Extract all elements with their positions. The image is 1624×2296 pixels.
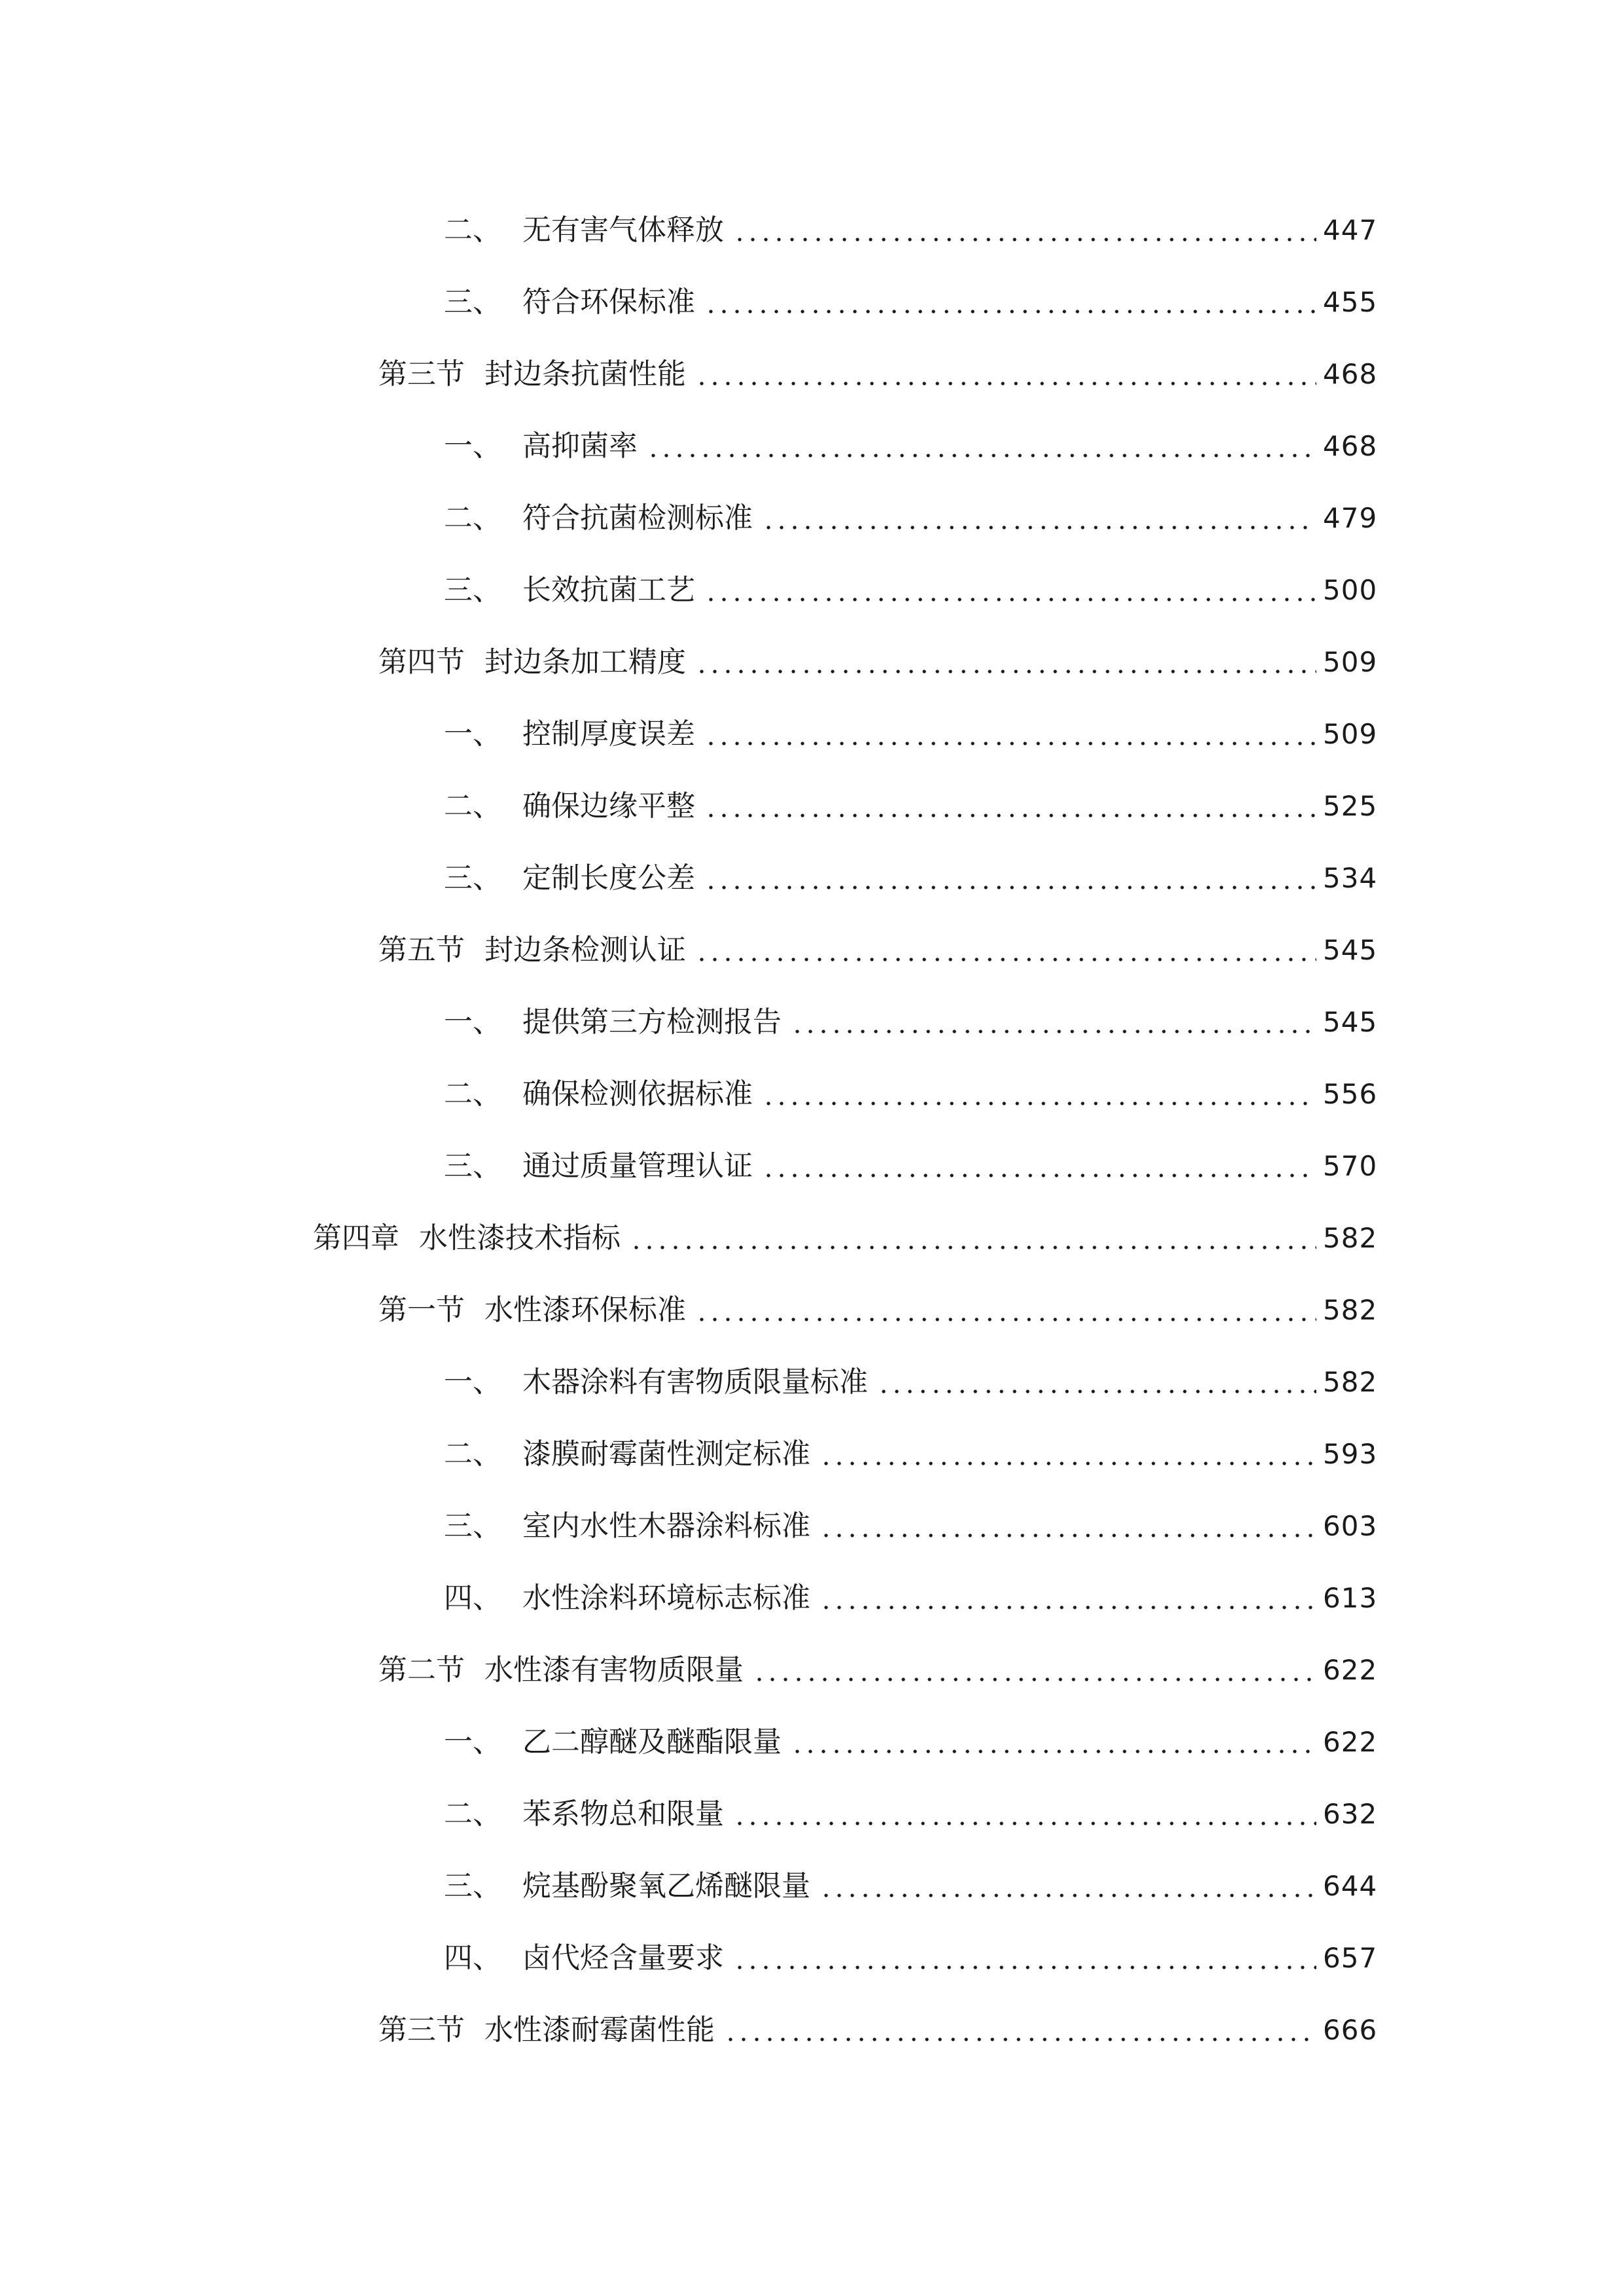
toc-entry-title: 高抑菌率 <box>522 429 638 463</box>
toc-section-entry[interactable] <box>0 1634 1624 1706</box>
toc-entry-page-number: 509 <box>1323 718 1378 750</box>
toc-dot-leader <box>691 914 1323 986</box>
toc-entry-title: 提供第三方检测报告 <box>522 1005 782 1039</box>
toc-dot-leader <box>873 1346 1323 1418</box>
toc-entry-number: 二、 <box>444 213 501 247</box>
toc-subsection-entry[interactable] <box>0 1346 1624 1418</box>
toc-entry-title: 烷基酚聚氧乙烯醚限量 <box>522 1869 810 1903</box>
toc-entry-title: 符合抗菌检测标准 <box>522 501 753 535</box>
toc-dot-leader <box>787 1706 1323 1778</box>
toc-dot-leader <box>816 1490 1323 1562</box>
toc-entry-number: 三、 <box>444 861 501 895</box>
toc-subsection-entry[interactable] <box>0 698 1624 770</box>
toc-dot-leader <box>749 1634 1323 1706</box>
toc-entry-title: 乙二醇醚及醚酯限量 <box>522 1725 782 1759</box>
toc-entry-page-number: 570 <box>1323 1150 1378 1182</box>
toc-subsection-entry[interactable] <box>0 410 1624 482</box>
toc-entry-page-number: 468 <box>1323 358 1378 390</box>
toc-dot-leader <box>691 626 1323 698</box>
toc-entry-title: 封边条检测认证 <box>484 933 686 967</box>
toc-entry-title: 确保检测依据标准 <box>522 1077 753 1111</box>
toc-dot-leader <box>816 1850 1323 1922</box>
toc-entry-number: 二、 <box>444 501 501 535</box>
toc-dot-leader <box>643 410 1323 482</box>
toc-entry-number: 一、 <box>444 429 501 463</box>
toc-section-entry[interactable] <box>0 1274 1624 1346</box>
toc-entry-page-number: 455 <box>1323 286 1378 318</box>
toc-entry-number: 第四章 <box>313 1221 399 1255</box>
toc-entry-title: 长效抗菌工艺 <box>522 573 695 607</box>
toc-entry-number: 二、 <box>444 1437 501 1471</box>
toc-entry-title: 水性漆环保标准 <box>484 1293 686 1327</box>
toc-entry-number: 第五节 <box>378 933 465 967</box>
toc-entry-title: 定制长度公差 <box>522 861 695 895</box>
toc-entry-page-number: 613 <box>1323 1582 1378 1614</box>
toc-entry-number: 第三节 <box>378 2013 465 2047</box>
toc-entry-page-number: 545 <box>1323 934 1378 966</box>
toc-subsection-entry[interactable] <box>0 482 1624 554</box>
toc-entry-number: 第一节 <box>378 1293 465 1327</box>
toc-entry-page-number: 657 <box>1323 1942 1378 1974</box>
toc-entry-page-number: 545 <box>1323 1006 1378 1038</box>
toc-entry-page-number: 666 <box>1323 2014 1378 2046</box>
toc-section-entry[interactable] <box>0 914 1624 986</box>
toc-entry-number: 二、 <box>444 789 501 823</box>
toc-dot-leader <box>700 770 1323 842</box>
toc-dot-leader <box>626 1202 1323 1274</box>
toc-subsection-entry[interactable] <box>0 770 1624 842</box>
toc-entry-page-number: 556 <box>1323 1078 1378 1110</box>
toc-dot-leader <box>720 1994 1323 2066</box>
toc-dot-leader <box>758 1130 1323 1202</box>
toc-subsection-entry[interactable] <box>0 1850 1624 1922</box>
toc-entry-title: 苯系物总和限量 <box>522 1797 724 1831</box>
toc-entry-number: 二、 <box>444 1077 501 1111</box>
toc-entry-number: 第二节 <box>378 1653 465 1687</box>
toc-entry-page-number: 644 <box>1323 1870 1378 1902</box>
toc-entry-number: 第四节 <box>378 645 465 679</box>
toc-entry-page-number: 582 <box>1323 1366 1378 1398</box>
toc-entry-title: 水性漆技术指标 <box>419 1221 621 1255</box>
toc-entry-number: 一、 <box>444 1725 501 1759</box>
toc-dot-leader <box>700 698 1323 770</box>
toc-entry-number: 第三节 <box>378 357 465 391</box>
toc-subsection-entry[interactable] <box>0 266 1624 338</box>
toc-subsection-entry[interactable] <box>0 554 1624 626</box>
toc-entry-title: 卤代烃含量要求 <box>522 1941 724 1975</box>
toc-subsection-entry[interactable] <box>0 1130 1624 1202</box>
toc-dot-leader <box>816 1418 1323 1490</box>
toc-entry-title: 控制厚度误差 <box>522 717 695 751</box>
toc-entry-title: 确保边缘平整 <box>522 789 695 823</box>
toc-entry-page-number: 632 <box>1323 1798 1378 1830</box>
toc-entry-title: 封边条加工精度 <box>484 645 686 679</box>
toc-dot-leader <box>729 194 1323 266</box>
toc-subsection-entry[interactable] <box>0 1706 1624 1778</box>
toc-entry-title: 漆膜耐霉菌性测定标准 <box>522 1437 810 1471</box>
toc-dot-leader <box>729 1922 1323 1994</box>
toc-entry-number: 一、 <box>444 1005 501 1039</box>
toc-entry-page-number: 534 <box>1323 862 1378 894</box>
toc-dot-leader <box>816 1562 1323 1634</box>
toc-entry-number: 一、 <box>444 717 501 751</box>
toc-entry-title: 水性涂料环境标志标准 <box>522 1581 810 1615</box>
toc-entry-title: 室内水性木器涂料标准 <box>522 1509 810 1543</box>
toc-entry-page-number: 593 <box>1323 1438 1378 1470</box>
toc-entry-number: 三、 <box>444 1869 501 1903</box>
toc-subsection-entry[interactable] <box>0 1058 1624 1130</box>
toc-dot-leader <box>700 554 1323 626</box>
toc-entry-number: 三、 <box>444 1149 501 1183</box>
toc-section-entry[interactable] <box>0 1994 1624 2066</box>
toc-entry-page-number: 500 <box>1323 574 1378 606</box>
toc-subsection-entry[interactable] <box>0 1922 1624 1994</box>
toc-entry-number: 四、 <box>444 1581 501 1615</box>
toc-dot-leader <box>700 266 1323 338</box>
toc-subsection-entry[interactable] <box>0 986 1624 1058</box>
toc-entry-page-number: 622 <box>1323 1726 1378 1758</box>
toc-dot-leader <box>691 338 1323 410</box>
toc-subsection-entry[interactable] <box>0 1490 1624 1562</box>
toc-entry-title: 符合环保标准 <box>522 285 695 319</box>
toc-subsection-entry[interactable] <box>0 1418 1624 1490</box>
toc-subsection-entry[interactable] <box>0 1562 1624 1634</box>
toc-dot-leader <box>700 842 1323 914</box>
toc-dot-leader <box>758 1058 1323 1130</box>
toc-entry-number: 四、 <box>444 1941 501 1975</box>
toc-section-entry[interactable] <box>0 626 1624 698</box>
toc-subsection-entry[interactable] <box>0 842 1624 914</box>
toc-entry-title: 木器涂料有害物质限量标准 <box>522 1365 868 1399</box>
toc-dot-leader <box>787 986 1323 1058</box>
toc-entry-page-number: 582 <box>1323 1294 1378 1326</box>
toc-entry-title: 水性漆有害物质限量 <box>484 1653 744 1687</box>
table-of-contents <box>0 194 1624 2066</box>
toc-entry-page-number: 479 <box>1323 502 1378 534</box>
toc-entry-page-number: 582 <box>1323 1222 1378 1254</box>
toc-entry-number: 三、 <box>444 573 501 607</box>
toc-subsection-entry[interactable] <box>0 194 1624 266</box>
toc-entry-page-number: 603 <box>1323 1510 1378 1542</box>
toc-entry-page-number: 447 <box>1323 214 1378 246</box>
toc-dot-leader <box>691 1274 1323 1346</box>
toc-entry-page-number: 509 <box>1323 646 1378 678</box>
toc-entry-title: 水性漆耐霉菌性能 <box>484 2013 715 2047</box>
toc-section-entry[interactable] <box>0 338 1624 410</box>
toc-subsection-entry[interactable] <box>0 1778 1624 1850</box>
toc-entry-number: 二、 <box>444 1797 501 1831</box>
toc-entry-number: 三、 <box>444 1509 501 1543</box>
toc-entry-title: 无有害气体释放 <box>522 213 724 247</box>
toc-entry-number: 一、 <box>444 1365 501 1399</box>
toc-dot-leader <box>729 1778 1323 1850</box>
toc-entry-title: 封边条抗菌性能 <box>484 357 686 391</box>
toc-chapter-entry[interactable] <box>0 1202 1624 1274</box>
toc-entry-page-number: 525 <box>1323 790 1378 822</box>
toc-entry-page-number: 468 <box>1323 430 1378 462</box>
toc-entry-number: 三、 <box>444 285 501 319</box>
toc-entry-page-number: 622 <box>1323 1654 1378 1686</box>
toc-entry-title: 通过质量管理认证 <box>522 1149 753 1183</box>
toc-dot-leader <box>758 482 1323 554</box>
